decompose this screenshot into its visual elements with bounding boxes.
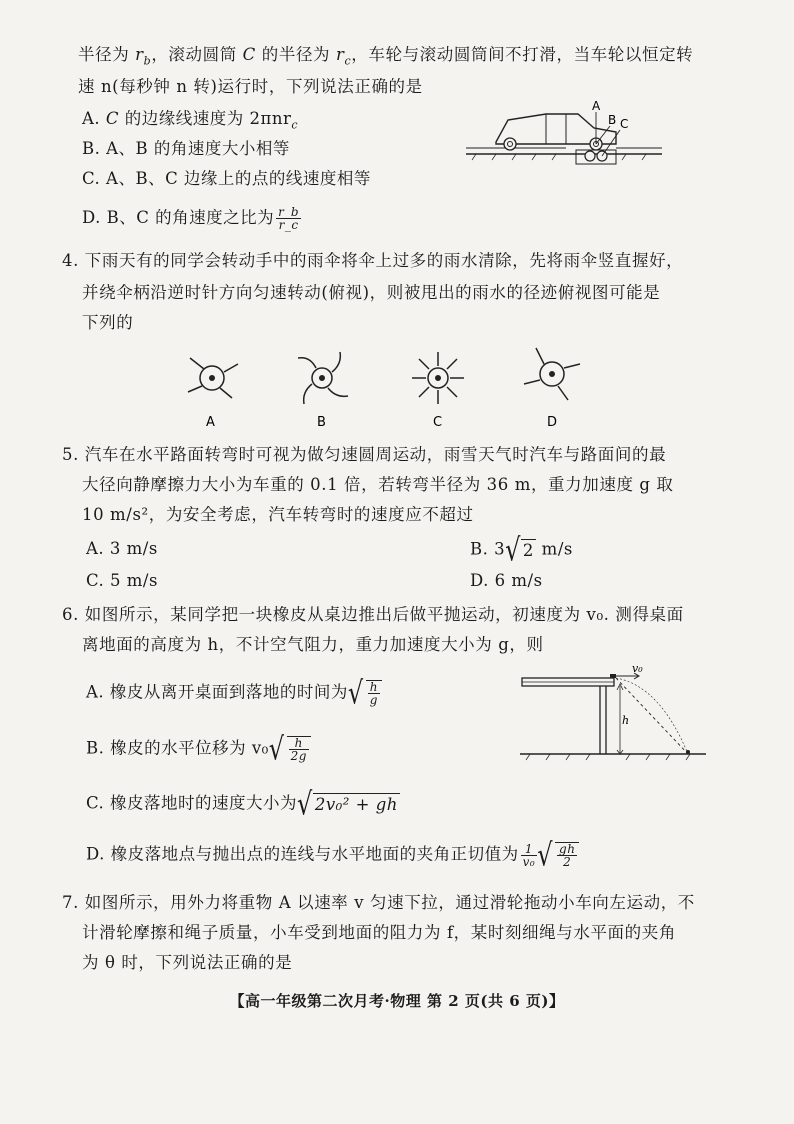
q7-line3: 为 θ 时，下列说法正确的是 <box>82 953 293 972</box>
svg-text:D: D <box>547 415 558 430</box>
car-roller-figure <box>466 100 666 170</box>
page-footer: 【高一年级第二次月考·物理 第 2 页(共 6 页)】 <box>229 992 565 1010</box>
q6-option-a: A. 橡皮从离开桌面到落地的时间为√ $\frac{h}{g}$ <box>86 680 382 706</box>
umbrella-option-d <box>524 348 580 430</box>
fig-v0-label: v₀ <box>632 664 643 675</box>
fig-label-c: C <box>620 117 629 131</box>
q6-option-b: B. 橡皮的水平位移为 v₀√ $\frac{h}{2g}$ <box>86 736 311 762</box>
q5-option-a: A. 3 m/s <box>86 539 158 558</box>
q5-line1: 5. 汽车在水平路面转弯时可视为做匀速圆周运动，雨雪天气时汽车与路面间的最 <box>62 445 667 464</box>
q4-line2: 并绕伞柄沿逆时针方向匀速转动(俯视)，则被甩出的雨水的径迹俯视图可能是 <box>82 283 661 302</box>
q5-line2: 大径向静摩擦力大小为车重的 0.1 倍，若转弯半径为 36 m，重力加速度 g 取 <box>82 475 674 494</box>
umbrella-option-b <box>298 352 348 430</box>
fig-h-label: h <box>622 714 630 727</box>
umbrella-option-a <box>188 358 238 430</box>
q6-line1: 6. 如图所示，某同学把一块橡皮从桌边推出后做平抛运动，初速度为 v₀. 测得桌面 <box>62 605 684 624</box>
q5-line3: 10 m/s²，为安全考虑，汽车转弯时的速度应不超过 <box>82 505 474 524</box>
q7-line2: 计滑轮摩擦和绳子质量，小车受到地面的阻力为 f，某时刻细绳与水平面的夹角 <box>82 923 676 942</box>
umbrella-trajectory-figures <box>170 340 610 432</box>
q5-option-d: D. 6 m/s <box>470 571 543 590</box>
q6-option-c: C. 橡皮落地时的速度大小为√ 2v₀² + gh <box>86 785 398 823</box>
q3-option-d: D. B、C 的角速度之比为 $\frac{r\_b}{r\_c}$ <box>82 205 300 232</box>
q5-option-c: C. 5 m/s <box>86 571 158 590</box>
svg-text:B: B <box>317 415 326 430</box>
q6-option-d: D. 橡皮落地点与抛出点的连线与水平地面的夹角正切值为 $\frac{1}{\text{v₀}}$ √ $\frac{gh}{2}$ <box>86 842 579 868</box>
svg-text:C: C <box>433 415 443 430</box>
q3-option-b: B. A、B 的角速度大小相等 <box>82 139 290 158</box>
q3-line1: 半径为 $r_b$，滚动圆筒 C 的半径为 $r_c$，车轮与滚动圆筒间不打滑，当车轮以恒定转 <box>78 45 694 68</box>
fig-label-a: A <box>592 100 601 113</box>
q5-option-b: B. 3√ 2 m/s <box>470 531 573 569</box>
q3-line2: 速 n(每秒钟 n 转)运行时，下列说法正确的是 <box>78 77 423 96</box>
fig-label-b: B <box>608 113 617 127</box>
svg-text:A: A <box>206 415 215 430</box>
q3-option-c: C. A、B、C 边缘上的点的线速度相等 <box>82 169 371 188</box>
q4-line3: 下列的 <box>82 313 134 332</box>
umbrella-option-c <box>412 352 464 430</box>
q7-line1: 7. 如图所示，用外力将重物 A 以速率 v 匀速下拉，通过滑轮拖动小车向左运动，不 <box>62 893 695 912</box>
q3-option-a: A. C 的边缘线速度为 2πnr$_c$ <box>82 109 299 132</box>
projectile-table-figure <box>520 664 710 764</box>
q4-line1: 4. 下雨天有的同学会转动手中的雨伞将伞上过多的雨水清除，先将雨伞竖直握好， <box>62 251 684 270</box>
q6-line2: 离地面的高度为 h，不计空气阻力，重力加速度大小为 g，则 <box>82 635 544 654</box>
